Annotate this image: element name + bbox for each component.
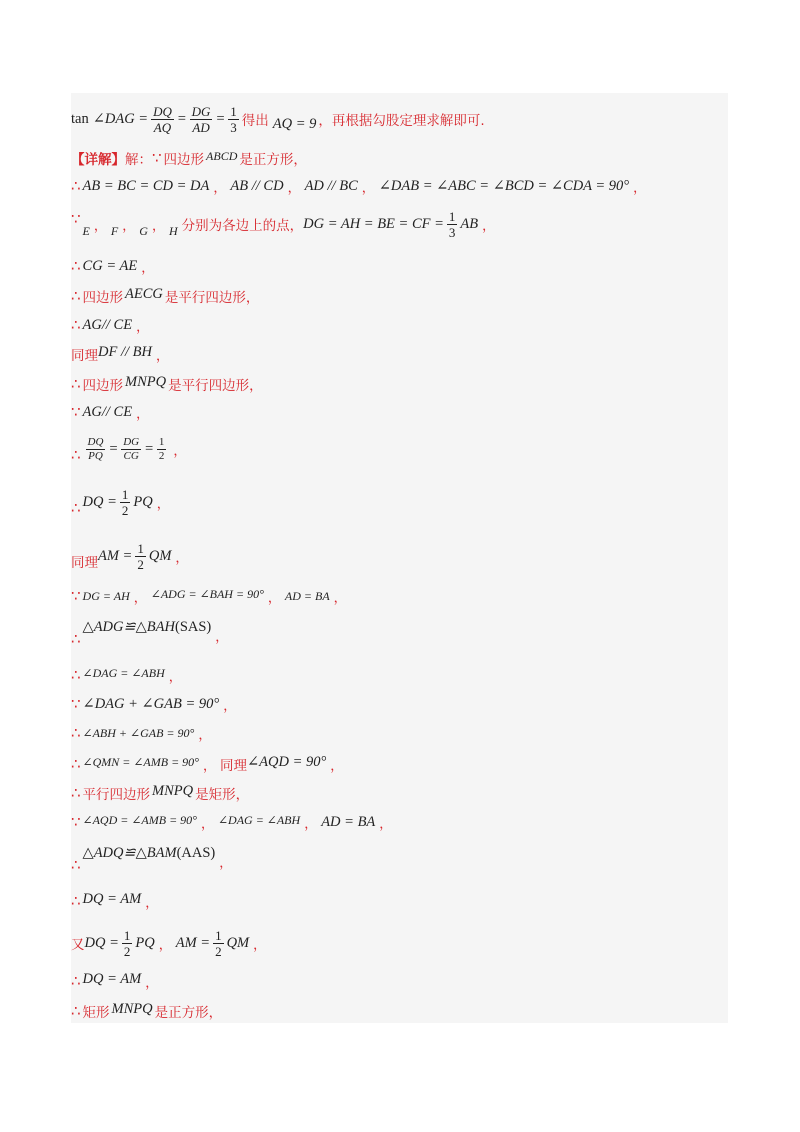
math-expr: (AAS) [176, 844, 216, 861]
math-expr: QM [226, 934, 250, 951]
because-symbol: ∵ [71, 695, 81, 713]
math-expr: AD = BA [321, 813, 376, 830]
solution-line-17 [71, 693, 728, 715]
fraction: $\frac{1}{2}$ [215, 927, 222, 959]
text: 是矩形， [195, 787, 250, 803]
math-expr: (SAS) [174, 618, 212, 635]
solution-line-10 [71, 401, 728, 423]
therefore-symbol: ∴ [71, 177, 81, 195]
solution-line-8 [71, 343, 728, 365]
math-expr: AB [460, 215, 479, 232]
math-expr: ∠DAG = ∠ABH [217, 812, 301, 827]
therefore-symbol: ∴ [71, 316, 81, 334]
because-symbol: ∵ [152, 149, 162, 167]
therefore-symbol: ∴ [71, 1002, 81, 1020]
math-expr: DQ = [82, 493, 117, 510]
fraction: $\frac{DG}{AD}$ [191, 103, 211, 135]
math-expr: ∠QMN = ∠AMB = 90° [82, 754, 199, 769]
math-expr: MNPQ [111, 1000, 153, 1017]
comma: ， [136, 319, 150, 335]
math-expr: DG = AH [82, 588, 130, 603]
math-expr: DF // BH [98, 343, 152, 360]
fraction: $\frac{1}{2}$ [123, 927, 131, 959]
math-expr: F [110, 223, 119, 238]
therefore-symbol: ∴ [71, 972, 81, 990]
math-expr: AECG [125, 285, 163, 302]
math-expr: PQ [135, 934, 155, 951]
math-expr: AB = BC = CD = DA [82, 177, 210, 194]
math-expr: ABCD [206, 148, 238, 163]
math-expr: △ADQ≌△BAM [82, 844, 177, 861]
comma: ， [333, 590, 347, 606]
text: 四边形 [82, 290, 124, 306]
therefore-symbol: ∴ [71, 257, 81, 275]
solution-line-12 [71, 482, 728, 522]
comma: ， [482, 218, 496, 234]
text: 是正方形， [239, 152, 307, 168]
comma: ， [223, 698, 237, 714]
comma: ， [215, 629, 229, 645]
math-expr: ∠ABH + ∠GAB = 90° [82, 725, 195, 740]
solution-line-23 [71, 890, 728, 912]
detail-tag: 【详解】 [71, 152, 125, 168]
text: 四边形 [82, 378, 124, 394]
math-expr: AD = BA [284, 588, 330, 603]
therefore-symbol: ∴ [71, 630, 81, 648]
fraction: $\frac{DQ}{AQ}$ [153, 103, 172, 135]
comma: ， [198, 727, 212, 743]
solution-line-19 [71, 752, 728, 776]
comma: ， [155, 348, 169, 364]
because-symbol: ∵ [71, 587, 81, 605]
solution-line-9 [71, 373, 728, 395]
solution-line-11 [71, 431, 728, 467]
math-expr: H [168, 223, 178, 238]
comma: ， [93, 218, 107, 234]
fraction: $\frac{DG}{CG}$ [123, 435, 140, 462]
math-expr: AD // BC [304, 177, 358, 194]
solution-line-24 [71, 923, 728, 963]
solution-line-22 [71, 839, 728, 873]
math-expr: AQ = 9 [272, 115, 317, 132]
text: 是正方形， [154, 1005, 223, 1021]
text: 平行四边形 [82, 787, 151, 803]
comma: ， [156, 496, 170, 512]
comma: ， [267, 590, 281, 606]
therefore-symbol: ∴ [71, 446, 81, 464]
text: 矩形 [82, 1005, 110, 1021]
text: 是平行四边形， [164, 290, 260, 306]
equals-sign: = [144, 440, 154, 457]
solution-line-3 [71, 175, 728, 197]
text: 同理 [71, 348, 98, 364]
solution-line-13 [71, 536, 728, 576]
solution-line-6 [71, 285, 728, 307]
comma: ， [145, 895, 159, 911]
math-expr: DQ = AM [82, 970, 142, 987]
because-symbol: ∵ [71, 403, 81, 421]
solution-line-20 [71, 782, 728, 804]
comma: ， [253, 937, 267, 953]
comma: ， [173, 443, 187, 459]
solution-line-15 [71, 613, 728, 647]
comma: ， [151, 218, 165, 234]
text: ，再根据勾股定理求解即可. [318, 113, 485, 129]
solution-line-4 [71, 205, 728, 243]
math-expr: PQ [133, 493, 153, 510]
fraction: $\frac{1}{2}$ [121, 486, 129, 518]
comma: ， [330, 758, 344, 774]
comma: ， [122, 218, 136, 234]
equals-sign: = [176, 110, 187, 127]
solution-panel [71, 93, 728, 1023]
text: 是平行四边形， [168, 378, 263, 394]
solution-line-18 [71, 722, 728, 744]
comma: ， [200, 816, 214, 832]
math-expr: ∠AQD = 90° [247, 753, 327, 770]
comma: ， [213, 180, 227, 196]
math-expr: ∠DAG = ∠ABH [82, 665, 165, 680]
math-expr: ∠AQD = ∠AMB = 90° [82, 812, 197, 827]
fraction: $\frac{1}{3}$ [448, 208, 456, 240]
comma: ， [304, 816, 318, 832]
math-tan: tan [71, 110, 89, 127]
comma: ， [158, 937, 172, 953]
solution-line-25 [71, 970, 728, 992]
therefore-symbol: ∴ [71, 499, 81, 517]
math-expr: AG// CE [82, 316, 133, 333]
math-expr: DQ = [84, 934, 119, 951]
math-expr: E [82, 223, 90, 238]
therefore-symbol: ∴ [71, 784, 81, 802]
math-expr: ∠ADG = ∠BAH = 90° [150, 586, 264, 601]
solution-line-14 [71, 585, 728, 607]
solution-line-16 [71, 664, 728, 686]
math-expr: AM = [98, 547, 133, 564]
comma: ， [168, 669, 182, 685]
comma: ， [219, 855, 233, 871]
text: 同理 [220, 758, 247, 774]
solution-line-2 [71, 147, 728, 169]
because-symbol: ∵ [71, 813, 81, 831]
math-expr: QM [148, 547, 172, 564]
math-expr: ∠DAG = [92, 110, 149, 127]
therefore-symbol: ∴ [71, 375, 81, 393]
comma: ， [141, 260, 155, 276]
equals-sign: = [108, 440, 119, 457]
text: 分别为各边上的点， [181, 218, 304, 234]
fraction: $\frac{1}{3}$ [230, 103, 237, 135]
solution-line-1 [71, 99, 728, 139]
math-expr: MNPQ [125, 373, 167, 390]
text: 同理 [71, 555, 98, 571]
math-expr: ∠DAG + ∠GAB = 90° [82, 695, 220, 712]
math-expr: G [139, 223, 148, 238]
math-expr: MNPQ [152, 782, 194, 799]
math-expr: DQ = AM [82, 890, 142, 907]
text: 又 [71, 937, 85, 953]
comma: ， [136, 406, 150, 422]
therefore-symbol: ∴ [71, 856, 81, 874]
comma: ， [379, 816, 393, 832]
solution-line-5 [71, 255, 728, 277]
text: 解： [125, 152, 152, 168]
therefore-symbol: ∴ [71, 287, 81, 305]
math-expr: AG// CE [82, 403, 133, 420]
fraction: $\frac{1}{2}$ [137, 540, 144, 572]
comma: ， [133, 590, 147, 606]
fraction: $\frac{1}{2}$ [158, 435, 165, 462]
math-expr: ∠DAB = ∠ABC = ∠BCD = ∠CDA = 90° [378, 177, 630, 194]
math-expr: AB // CD [230, 177, 284, 194]
comma: ， [145, 975, 159, 991]
solution-line-7 [71, 314, 728, 336]
comma: ， [202, 758, 216, 774]
math-expr: △ADG≌△BAH [82, 618, 175, 635]
therefore-symbol: ∴ [71, 666, 81, 684]
fraction: $\frac{DQ}{PQ}$ [87, 435, 104, 462]
comma: ， [175, 550, 189, 566]
therefore-symbol: ∴ [71, 755, 81, 773]
comma: ， [361, 180, 375, 196]
solution-line-21 [71, 811, 728, 833]
math-expr: CG = AE [82, 257, 138, 274]
comma: ， [633, 180, 647, 196]
therefore-symbol: ∴ [71, 892, 81, 910]
equals-sign: = [215, 110, 226, 127]
because-symbol: ∵ [71, 210, 81, 228]
solution-line-26 [71, 1000, 728, 1022]
text: 四边形 [163, 152, 205, 168]
comma: ， [287, 180, 301, 196]
text: 得出 [241, 113, 269, 129]
math-expr: DG = AH = BE = CF = [303, 215, 444, 232]
therefore-symbol: ∴ [71, 724, 81, 742]
math-expr: AM = [175, 934, 211, 951]
